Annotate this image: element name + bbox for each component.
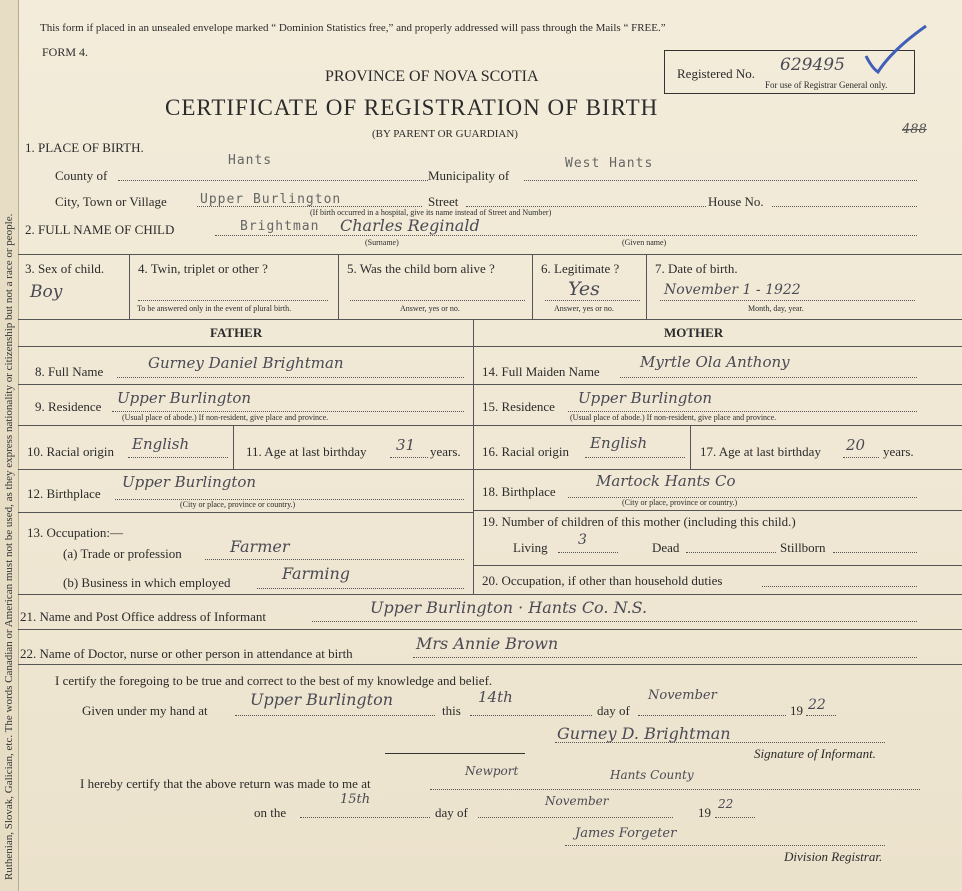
house-label: House No. — [708, 194, 764, 209]
city-value: Upper Burlington — [200, 192, 342, 207]
father-years-label: years. — [430, 444, 461, 459]
date-note: Month, day, year. — [748, 304, 804, 313]
county-label: County of — [55, 168, 108, 183]
father-birthplace-label: 12. Birthplace — [27, 486, 101, 501]
living-value: 3 — [578, 532, 587, 548]
on-the-label: on the — [254, 805, 287, 820]
date-label: 7. Date of birth. — [655, 261, 738, 276]
child-given-name: Charles Reginald — [340, 216, 480, 235]
given-year-value: 22 — [808, 697, 826, 713]
father-racial-value: English — [132, 435, 190, 453]
informant-signature-caption: Signature of Informant. — [754, 746, 876, 761]
mother-name-label: 14. Full Maiden Name — [482, 364, 600, 379]
stillborn-label: Stillborn — [780, 540, 826, 555]
business-value: Farming — [282, 564, 351, 583]
place-of-birth-heading: 1. PLACE OF BIRTH. — [25, 140, 144, 155]
given-place-value: Upper Burlington — [250, 690, 394, 709]
father-residence-note: (Usual place of abode.) If non-resident, give place and province. — [122, 413, 329, 422]
registrar-month-value: November — [545, 794, 609, 808]
mother-residence-note: (Usual place of abode.) If non-resident, give place and province. — [570, 413, 777, 422]
informant-label: 21. Name and Post Office address of Informant — [20, 609, 266, 624]
page-title: CERTIFICATE OF REGISTRATION OF BIRTH — [165, 95, 659, 120]
municipality-label: Municipality of — [428, 168, 510, 183]
registrar-place-value-2: Hants County — [610, 768, 694, 782]
registrar-note: For use of Registrar General only. — [765, 80, 888, 90]
father-birthplace-value: Upper Burlington — [122, 473, 257, 491]
this-label: this — [442, 703, 461, 718]
mother-birthplace-label: 18. Birthplace — [482, 484, 556, 499]
mother-age-value: 20 — [846, 436, 866, 454]
check-mark-icon — [862, 22, 932, 77]
mother-occupation-label: 20. Occupation, if other than household duties — [482, 573, 723, 588]
mother-years-label: years. — [883, 444, 914, 459]
surname-caption: (Surname) — [365, 238, 399, 247]
business-label: (b) Business in which employed — [63, 575, 231, 590]
legitimate-value: Yes — [568, 278, 600, 300]
sex-value: Boy — [30, 282, 63, 302]
given-month-value: November — [648, 688, 717, 703]
father-racial-label: 10. Racial origin — [27, 444, 115, 459]
mother-residence-label: 15. Residence — [482, 399, 555, 414]
form-number: FORM 4. — [42, 45, 89, 59]
page-subtitle: (BY PARENT OR GUARDIAN) — [372, 128, 518, 140]
mother-racial-label: 16. Racial origin — [482, 444, 570, 459]
mother-name-value: Myrtle Ola Anthony — [640, 353, 790, 371]
registrar-day-of-label: day of — [435, 805, 468, 820]
mother-residence-value: Upper Burlington — [578, 389, 713, 407]
year-prefix-label: 19 — [790, 703, 803, 718]
child-name-label: 2. FULL NAME OF CHILD — [25, 222, 175, 237]
registrar-signature: James Forgeter — [575, 826, 677, 841]
registered-number: 629495 — [780, 55, 845, 75]
date-value: November 1 - 1922 — [664, 282, 801, 298]
father-birthplace-note: (City or place, province or country.) — [180, 500, 296, 509]
city-label: City, Town or Village — [55, 194, 167, 209]
child-surname: Brightman — [240, 219, 320, 234]
father-heading: FATHER — [210, 325, 263, 340]
province-heading: PROVINCE OF NOVA SCOTIA — [325, 68, 539, 85]
informant-value: Upper Burlington · Hants Co. N.S. — [370, 598, 648, 617]
legitimate-label: 6. Legitimate ? — [541, 261, 620, 276]
registrar-year-prefix: 19 — [698, 805, 711, 820]
sex-label: 3. Sex of child. — [25, 261, 105, 276]
twin-label: 4. Twin, triplet or other ? — [138, 261, 268, 276]
registrar-day-value: 15th — [340, 792, 371, 807]
father-name-value: Gurney Daniel Brightman — [148, 354, 344, 372]
certify-statement: I certify the foregoing to be true and correct to the best of my knowledge and belief. — [55, 673, 493, 688]
registered-label: Registered No. — [677, 66, 755, 81]
trade-value: Farmer — [230, 537, 290, 556]
mother-birthplace-note: (City or place, province or country.) — [622, 498, 738, 507]
informant-signature: Gurney D. Brightman — [557, 724, 731, 743]
doctor-value: Mrs Annie Brown — [416, 634, 559, 653]
mother-heading: MOTHER — [664, 325, 724, 340]
street-label: Street — [428, 194, 459, 209]
municipality-value: West Hants — [565, 156, 654, 171]
day-of-label: day of — [597, 703, 630, 718]
living-label: Living — [513, 540, 548, 555]
registrar-caption: Division Registrar. — [784, 849, 883, 864]
hospital-note: (If birth occurred in a hospital, give its name instead of Street and Number) — [310, 208, 552, 217]
side-margin-text: Ruthenian, Slovak, Galician, etc. The words Canadian or American must not be used, as they express nationality or citizenship but not a race or people. — [0, 0, 19, 891]
corner-mark: 488 — [902, 122, 927, 137]
mother-racial-value: English — [590, 434, 648, 452]
alive-label: 5. Was the child born alive ? — [347, 261, 495, 276]
children-count-label: 19. Number of children of this mother (including this child.) — [482, 514, 796, 529]
father-name-label: 8. Full Name — [35, 364, 104, 379]
dead-label: Dead — [652, 540, 680, 555]
mother-birthplace-value: Martock Hants Co — [596, 472, 736, 490]
twin-note: To be answered only in the event of plural birth. — [137, 304, 292, 313]
alive-note: Answer, yes or no. — [400, 304, 460, 313]
county-value: Hants — [228, 153, 273, 168]
father-residence-value: Upper Burlington — [117, 389, 252, 407]
occupation-label: 13. Occupation:— — [27, 525, 124, 540]
given-day-value: 14th — [478, 688, 513, 706]
doctor-label: 22. Name of Doctor, nurse or other person in attendance at birth — [20, 646, 353, 661]
given-under-label: Given under my hand at — [82, 703, 208, 718]
registrar-certify-statement: I hereby certify that the above return was made to me at — [80, 776, 371, 791]
mother-age-label: 17. Age at last birthday — [700, 444, 821, 459]
registrar-year-value: 22 — [718, 797, 734, 811]
father-age-value: 31 — [396, 436, 416, 454]
father-age-label: 11. Age at last birthday — [246, 444, 367, 459]
top-note: This form if placed in an unsealed envelope marked “ Dominion Statistics free,” and properly addressed will pass through the Mails “ FREE.” — [40, 22, 666, 34]
trade-label: (a) Trade or profession — [63, 546, 182, 561]
given-caption: (Given name) — [622, 238, 667, 247]
legitimate-note: Answer, yes or no. — [554, 304, 614, 313]
father-residence-label: 9. Residence — [35, 399, 102, 414]
registrar-place-value: Newport — [465, 764, 519, 778]
